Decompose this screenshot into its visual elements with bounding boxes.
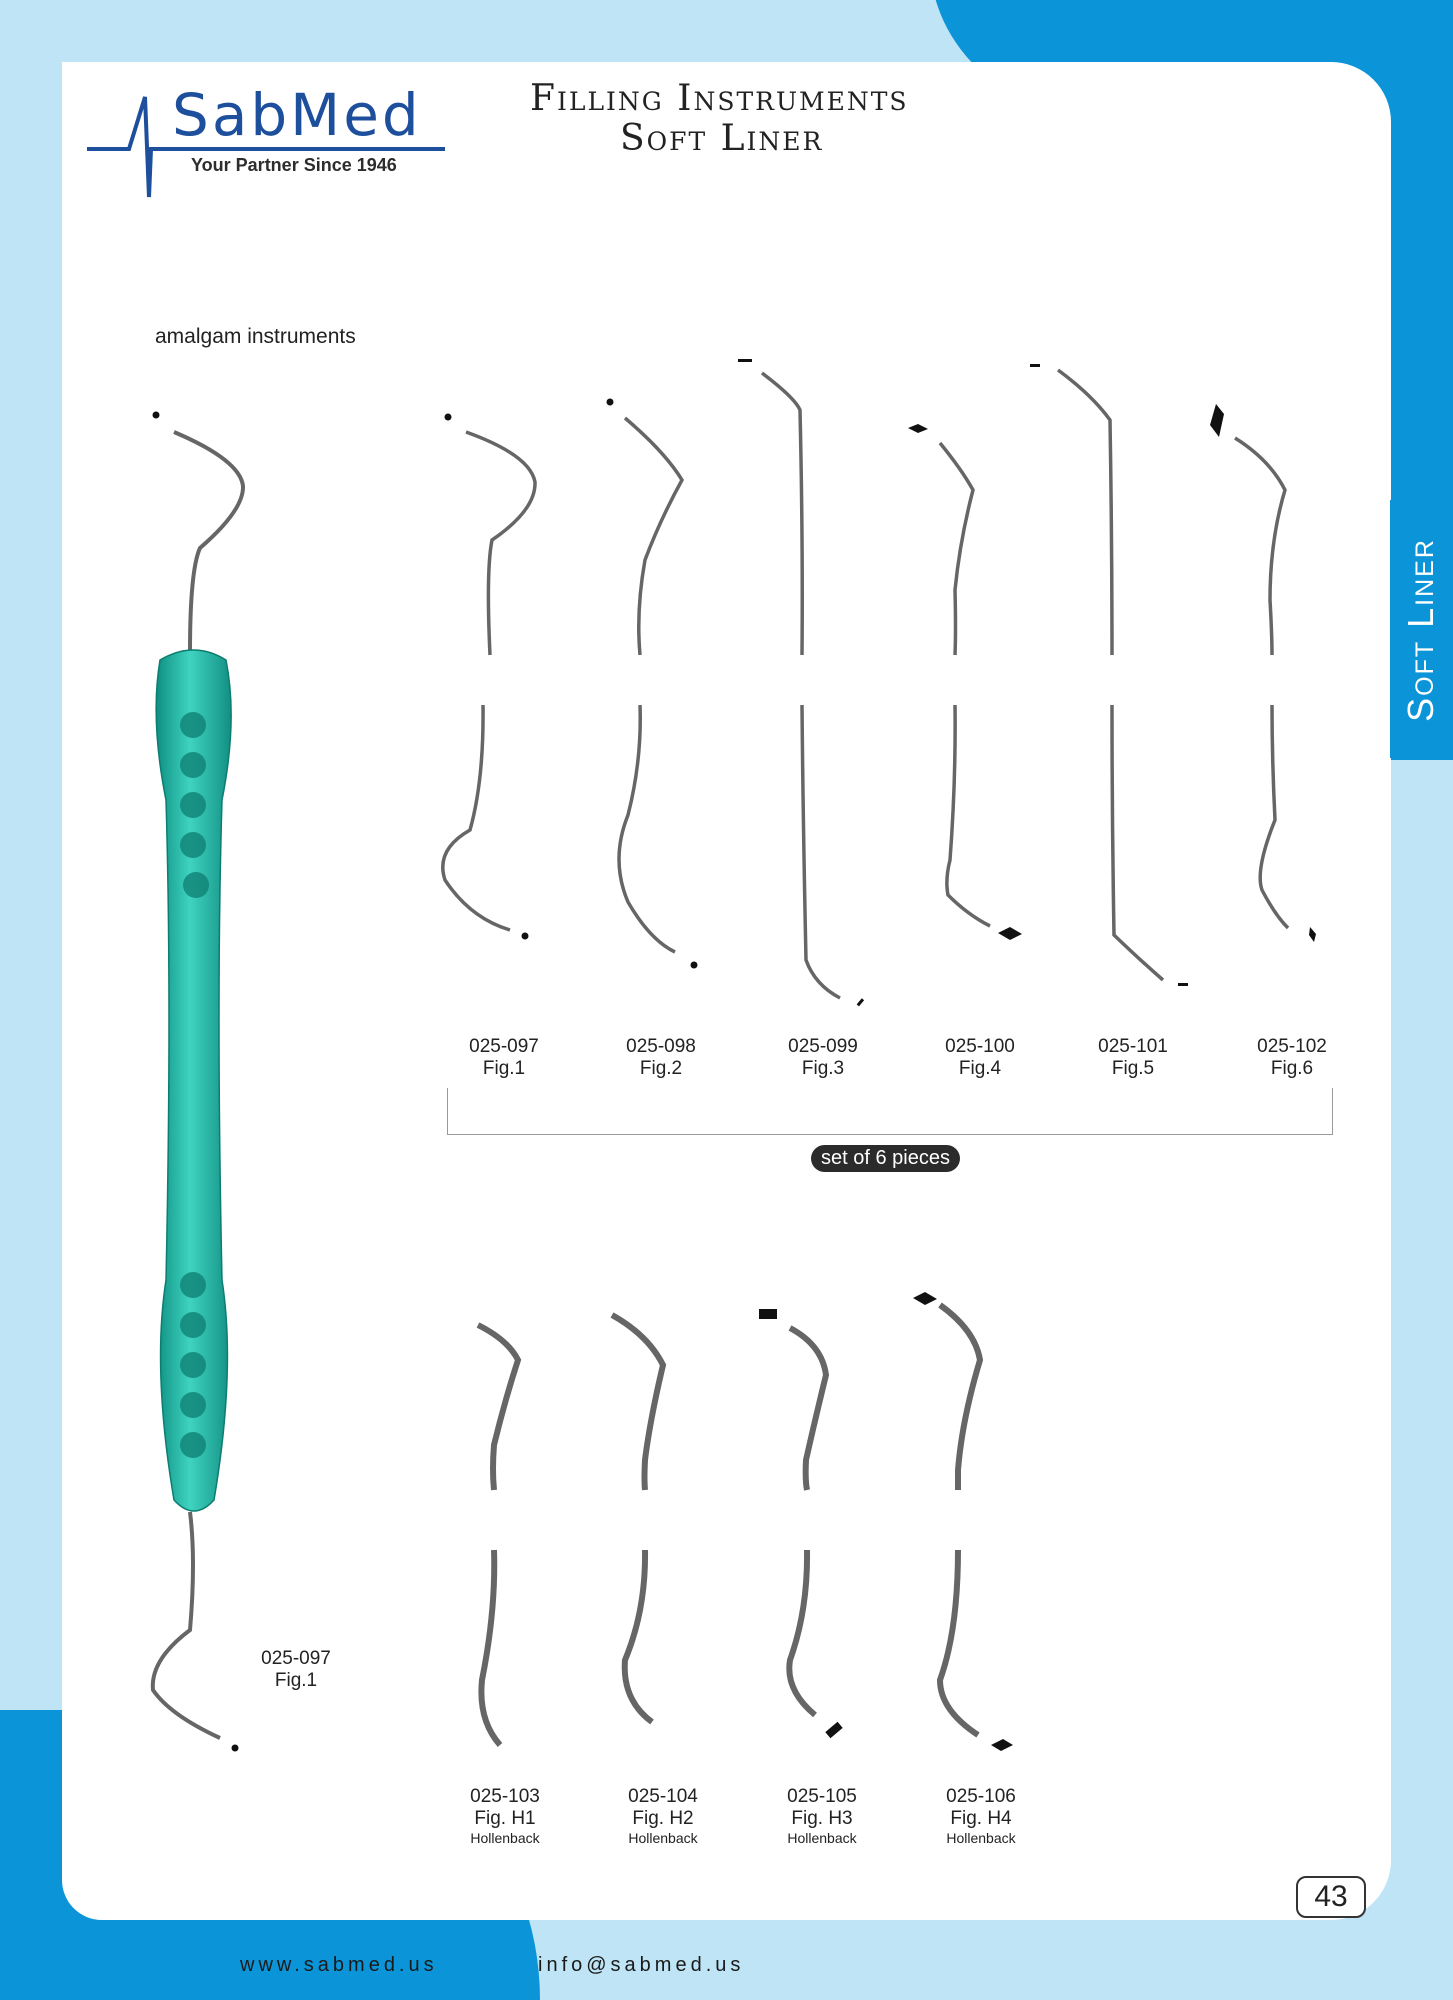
instrument-025-102-image <box>1235 438 1288 928</box>
figure-label: Fig.4 <box>958 1058 1002 1079</box>
type-label: Hollenback <box>470 1830 540 1846</box>
set-bracket <box>447 1088 1333 1135</box>
product-code: 025-102 <box>1257 1036 1327 1057</box>
featured-fig: Fig.1 <box>274 1670 318 1691</box>
page-title-line2: Soft Liner <box>620 118 824 159</box>
product-code: 025-098 <box>626 1036 696 1057</box>
product-code: 025-101 <box>1098 1036 1168 1057</box>
footer-email-link[interactable]: info@sabmed.us <box>538 1954 745 1976</box>
instrument-025-097-image <box>443 432 535 930</box>
figure-label: Fig.5 <box>1111 1058 1155 1079</box>
figure-label: Fig. H4 <box>950 1808 1012 1829</box>
instrument-025-100-image <box>940 443 990 926</box>
logo-tagline: Your Partner Since 1946 <box>191 155 397 175</box>
product-code: 025-106 <box>946 1786 1016 1807</box>
set2-item-caption <box>445 1786 565 1846</box>
page-number: 43 <box>1296 1876 1366 1918</box>
instrument-025-106-image <box>940 1305 980 1735</box>
page-title-line1: Filling Instruments <box>530 78 909 119</box>
product-code: 025-099 <box>788 1036 858 1057</box>
type-label: Hollenback <box>628 1830 698 1846</box>
figure-label: Fig. H3 <box>791 1808 853 1829</box>
featured-caption <box>236 1648 356 1692</box>
set-label-badge: set of 6 pieces <box>811 1145 960 1172</box>
product-code: 025-105 <box>787 1786 857 1807</box>
instrument-025-104-image <box>612 1315 663 1722</box>
set2-item-caption <box>762 1786 882 1846</box>
logo-wordmark: SabMed <box>172 81 422 149</box>
set2-item-caption <box>921 1786 1041 1846</box>
product-code: 025-097 <box>469 1036 539 1057</box>
instrument-025-101-image <box>1058 370 1163 980</box>
figure-label: Fig.2 <box>639 1058 683 1079</box>
side-tab-label: Soft Liner <box>1400 538 1441 722</box>
set2-item-caption <box>603 1786 723 1846</box>
set1-item-caption <box>601 1036 721 1080</box>
footer-website-link[interactable]: www.sabmed.us <box>240 1954 438 1976</box>
instrument-025-098-image <box>619 418 682 952</box>
featured-code: 025-097 <box>261 1648 331 1669</box>
set1-item-caption <box>1232 1036 1352 1080</box>
instrument-025-103-image <box>478 1325 518 1745</box>
type-label: Hollenback <box>946 1830 1016 1846</box>
set1-item-caption <box>763 1036 883 1080</box>
type-label: Hollenback <box>787 1830 857 1846</box>
set1-item-caption <box>1073 1036 1193 1080</box>
figure-label: Fig.1 <box>482 1058 526 1079</box>
figure-label: Fig.6 <box>1270 1058 1314 1079</box>
featured-instrument-image <box>153 412 244 1752</box>
set1-item-caption <box>920 1036 1040 1080</box>
instrument-025-099-image <box>762 373 840 998</box>
product-code: 025-103 <box>470 1786 540 1807</box>
figure-label: Fig. H1 <box>474 1808 536 1829</box>
section-label: amalgam instruments <box>155 325 356 348</box>
product-code: 025-100 <box>945 1036 1015 1057</box>
figure-label: Fig.3 <box>801 1058 845 1079</box>
product-code: 025-104 <box>628 1786 698 1807</box>
figure-label: Fig. H2 <box>632 1808 694 1829</box>
set1-item-caption <box>444 1036 564 1080</box>
instrument-025-105-image <box>789 1328 826 1715</box>
